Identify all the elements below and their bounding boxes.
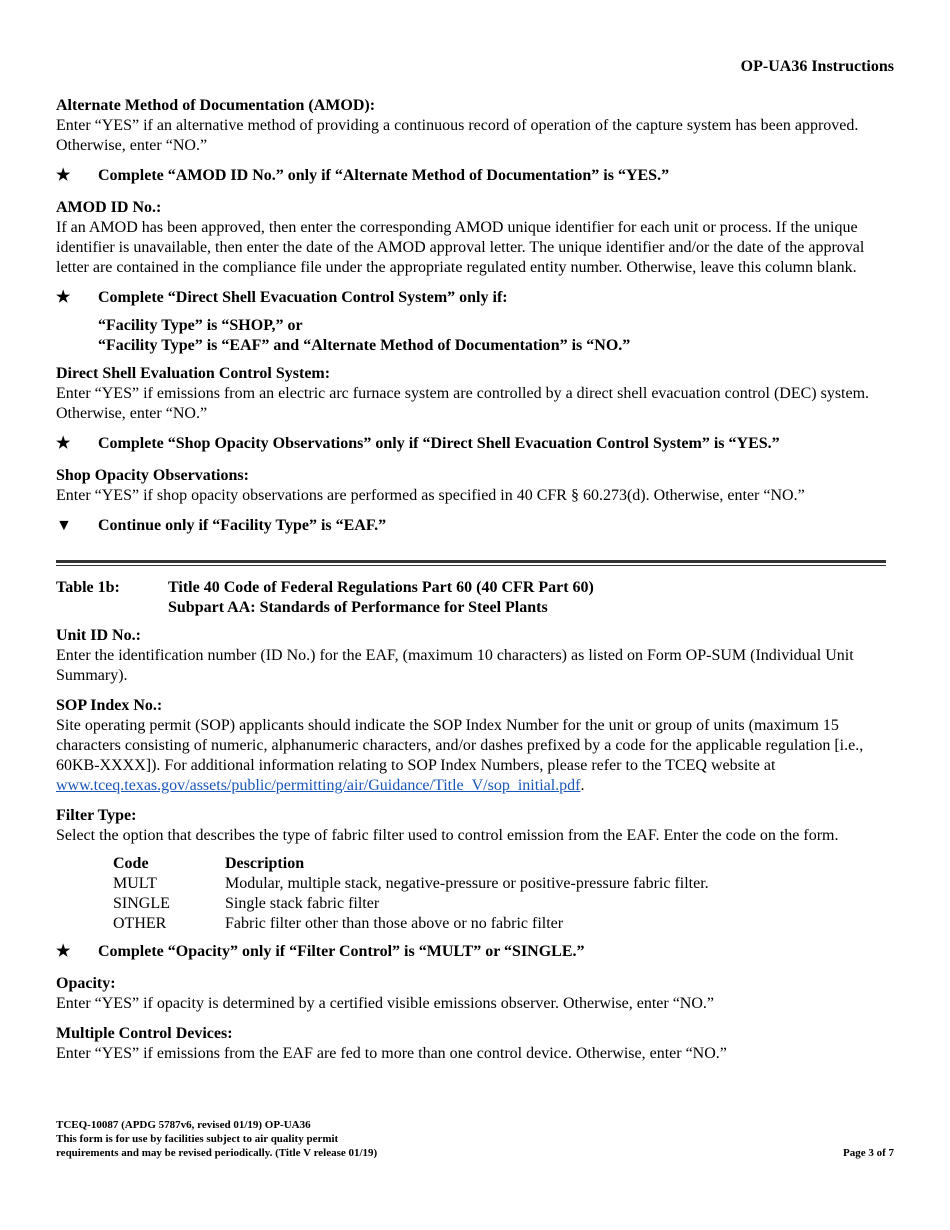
amod-heading: Alternate Method of Documentation (AMOD): bbox=[56, 97, 376, 114]
multiple-control-text: Enter “YES” if emissions from the EAF are fed to more than one control device. Otherwise, enter “NO.” bbox=[56, 1045, 727, 1062]
instruction-shop-opacity bbox=[56, 434, 896, 454]
opacity-text: Enter “YES” if opacity is determined by a certified visible emissions observer. Otherwise, enter “NO.” bbox=[56, 995, 715, 1012]
table-row bbox=[113, 914, 709, 934]
amod-id-text: If an AMOD has been approved, then enter the corresponding AMOD unique identifier for each unit or process. If the unique identifier is unavailable, then enter the date of the AMOD approval letter. The unique identifier and/or the date of the approval letter are contained in the compliance file under the appropriate regulated entity number. Otherwise, leave this column blank. bbox=[56, 219, 865, 276]
multiple-control-heading: Multiple Control Devices: bbox=[56, 1025, 233, 1042]
sop-text-end: . bbox=[580, 777, 585, 794]
column-header-description: Description bbox=[225, 855, 305, 872]
instruction-text: Complete “Direct Shell Evacuation Control System” only if: bbox=[98, 289, 508, 306]
filter-type-heading: Filter Type: bbox=[56, 807, 137, 824]
column-header-code: Code bbox=[113, 855, 149, 872]
shop-opacity-section bbox=[56, 466, 896, 506]
sop-text-body: Site operating permit (SOP) applicants should indicate the SOP Index Number for the unit or group of units (maximum 15 characters consisting of numeric, alphanumeric characters, and/or dashes prefixed by a code for the applicable regulation [i.e., 60KB-XXXX]). For additional information relating to SOP Index Numbers, please refer to the TCEQ website at bbox=[56, 717, 864, 774]
page-content bbox=[56, 96, 896, 1074]
description-cell: Modular, multiple stack, negative-pressure or positive-pressure fabric filter. bbox=[225, 875, 709, 892]
amod-section bbox=[56, 96, 896, 156]
star-icon: ★ bbox=[56, 943, 71, 960]
amod-id-heading: AMOD ID No.: bbox=[56, 199, 162, 216]
table-label: Table 1b: bbox=[56, 579, 120, 596]
filter-type-text: Select the option that describes the type of fabric filter used to control emission from the EAF. Enter the code on the form. bbox=[56, 827, 839, 844]
instruction-amod-id bbox=[56, 166, 896, 186]
filter-code-table bbox=[113, 854, 709, 934]
down-triangle-icon: ▼ bbox=[56, 517, 72, 534]
instruction-continue bbox=[56, 516, 896, 536]
section-divider bbox=[56, 560, 886, 566]
code-cell: MULT bbox=[113, 875, 157, 892]
code-cell: OTHER bbox=[113, 915, 167, 932]
description-cell: Fabric filter other than those above or no fabric filter bbox=[225, 915, 564, 932]
multiple-control-section bbox=[56, 1024, 896, 1064]
instruction-text: Continue only if “Facility Type” is “EAF.” bbox=[98, 517, 387, 534]
opacity-heading: Opacity: bbox=[56, 975, 116, 992]
shop-opacity-heading: Shop Opacity Observations: bbox=[56, 467, 249, 484]
table-row bbox=[113, 894, 709, 914]
star-icon: ★ bbox=[56, 435, 71, 452]
star-icon: ★ bbox=[56, 167, 71, 184]
amod-id-section bbox=[56, 198, 896, 278]
dec-heading: Direct Shell Evaluation Control System: bbox=[56, 365, 331, 382]
page-number: Page 3 of 7 bbox=[842, 1147, 894, 1159]
table-1b-title bbox=[56, 578, 896, 618]
table-row bbox=[113, 874, 709, 894]
condition-2: “Facility Type” is “EAF” and “Alternate Method of Documentation” is “NO.” bbox=[98, 337, 631, 354]
instruction-text: Complete “Opacity” only if “Filter Control” is “MULT” or “SINGLE.” bbox=[98, 943, 585, 960]
sop-guidance-link[interactable]: www.tceq.texas.gov/assets/public/permitting/air/Guidance/Title_V/sop_initial.pdf bbox=[56, 777, 581, 794]
instruction-text: Complete “Shop Opacity Observations” only if “Direct Shell Evacuation Control System” is “YES.” bbox=[98, 435, 780, 452]
instruction-text: Complete “AMOD ID No.” only if “Alternate Method of Documentation” is “YES.” bbox=[98, 167, 670, 184]
sop-section bbox=[56, 696, 896, 796]
amod-text: Enter “YES” if an alternative method of providing a continuous record of operation of the capture system has been approved. Otherwise, enter “NO.” bbox=[56, 117, 859, 154]
page-header-title: OP-UA36 Instructions bbox=[740, 58, 894, 75]
footer-line-3: requirements and may be revised periodically. (Title V release 01/19) bbox=[56, 1147, 378, 1159]
sop-heading: SOP Index No.: bbox=[56, 697, 163, 714]
description-cell: Single stack fabric filter bbox=[225, 895, 380, 912]
dec-section bbox=[56, 364, 896, 424]
opacity-section bbox=[56, 974, 896, 1014]
instruction-dec bbox=[56, 288, 896, 308]
table-title-line2: Subpart AA: Standards of Performance for Steel Plants bbox=[168, 599, 548, 616]
shop-opacity-text: Enter “YES” if shop opacity observations are performed as specified in 40 CFR § 60.273(d). Otherwise, enter “NO.” bbox=[56, 487, 805, 504]
filter-type-section bbox=[56, 806, 896, 934]
footer-line-2: This form is for use by facilities subject to air quality permit bbox=[56, 1133, 339, 1145]
unit-id-section bbox=[56, 626, 896, 686]
table-title-line1: Title 40 Code of Federal Regulations Part 60 (40 CFR Part 60) bbox=[168, 579, 594, 596]
instruction-opacity bbox=[56, 942, 896, 962]
unit-id-text: Enter the identification number (ID No.) for the EAF, (maximum 10 characters) as listed on Form OP-SUM (Individual Unit Summary). bbox=[56, 647, 854, 684]
unit-id-heading: Unit ID No.: bbox=[56, 627, 141, 644]
star-icon: ★ bbox=[56, 289, 71, 306]
footer-line-1: TCEQ-10087 (APDG 5787v6, revised 01/19) OP-UA36 bbox=[56, 1119, 311, 1131]
condition-1: “Facility Type” is “SHOP,” or bbox=[98, 317, 303, 334]
code-cell: SINGLE bbox=[113, 895, 170, 912]
dec-text: Enter “YES” if emissions from an electric arc furnace system are controlled by a direct shell evacuation control (DEC) system. Otherwise, enter “NO.” bbox=[56, 385, 870, 422]
instruction-conditions bbox=[56, 316, 896, 356]
table-header-row bbox=[113, 854, 709, 874]
sop-text bbox=[56, 716, 896, 796]
footer-form-info bbox=[56, 1118, 377, 1160]
